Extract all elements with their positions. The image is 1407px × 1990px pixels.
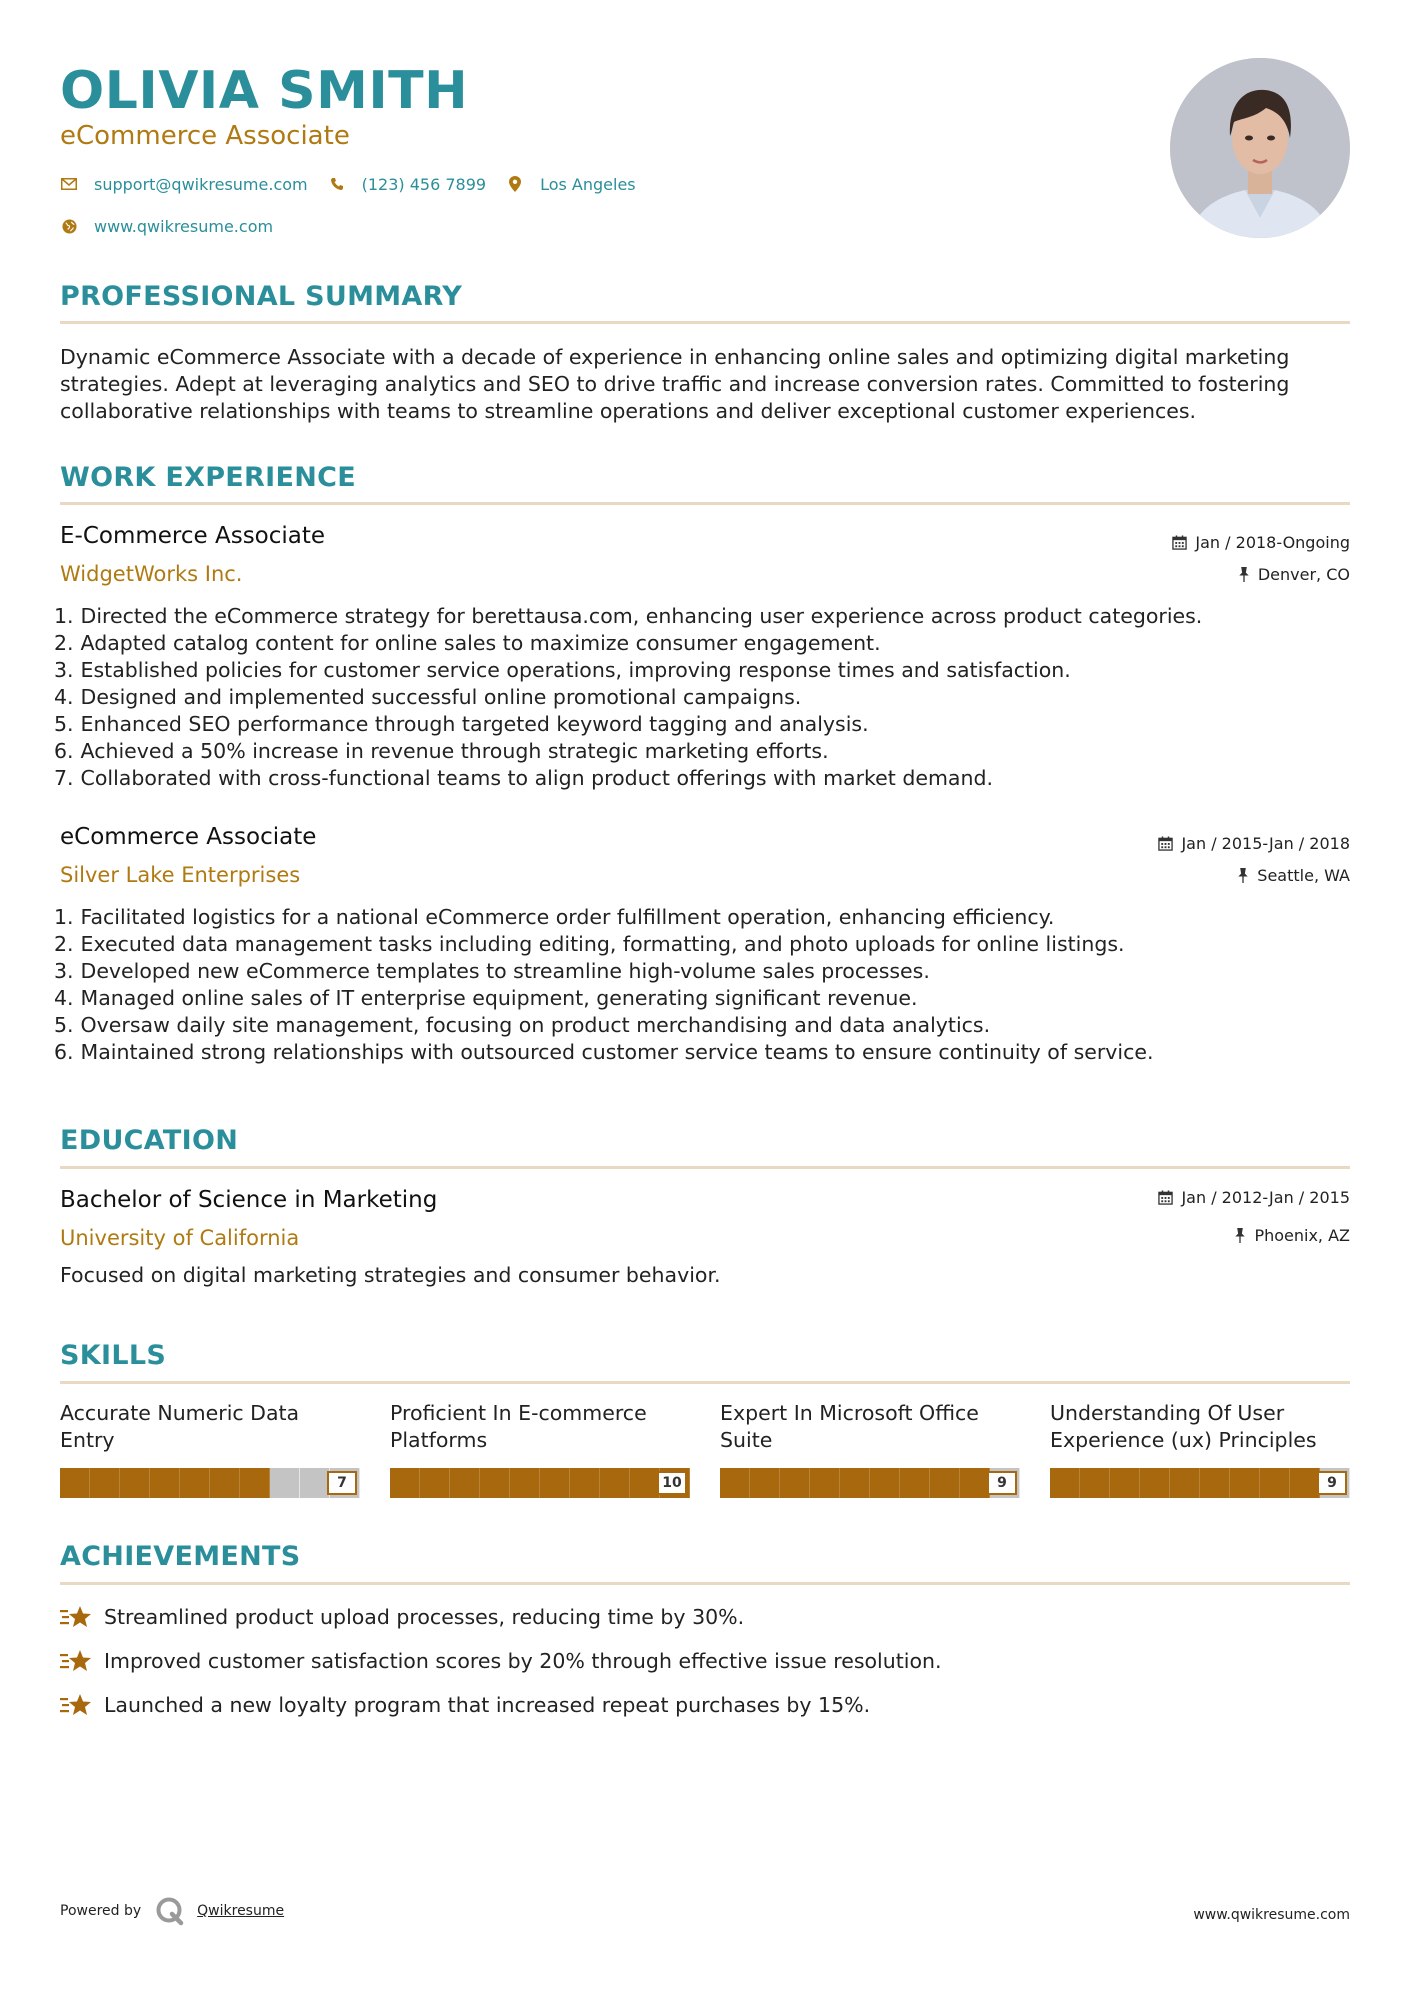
skill-bar-empty-segment (270, 1468, 300, 1498)
skill-bar-filled-segment (1080, 1468, 1110, 1498)
job-dates-text: Jan / 2018-Ongoing (1195, 533, 1350, 552)
summary-heading: PROFESSIONAL SUMMARY (60, 281, 463, 312)
powered-by-label: Powered by (60, 1903, 142, 1919)
skill-bar-filled-segment (480, 1468, 510, 1498)
pushpin-icon (1238, 567, 1250, 582)
skill-bar-filled-segment (960, 1468, 990, 1498)
profile-photo (1170, 58, 1350, 238)
skill-bar (720, 1468, 1020, 1498)
achievement-item (60, 1603, 744, 1631)
candidate-role: eCommerce Associate (60, 121, 350, 151)
job-dates (1172, 533, 1350, 552)
skill-level-badge: 9 (1317, 1471, 1347, 1495)
pushpin-icon (1234, 1228, 1246, 1243)
skill-bar-filled-segment (90, 1468, 120, 1498)
job-location-text: Seattle, WA (1257, 866, 1350, 885)
map-pin-icon (506, 175, 524, 193)
achievement-item (60, 1647, 942, 1675)
skill-name: Accurate Numeric Data Entry (60, 1401, 300, 1452)
skill-bar (390, 1468, 690, 1498)
contact-location (506, 175, 636, 194)
contact-row-web (60, 214, 293, 238)
skill-bar-empty-segment (300, 1468, 330, 1498)
skill-rating (60, 1468, 360, 1498)
skill-bar (1050, 1468, 1350, 1498)
skill-bar-filled-segment (1260, 1468, 1290, 1498)
list-item: 1. Directed the eCommerce strategy for berettausa.com, enhancing user experience across product categories. (54, 604, 1203, 628)
list-item: 3. Developed new eCommerce templates to streamline high-volume sales processes. (54, 959, 930, 983)
skill-item (390, 1400, 690, 1498)
job-dates (1158, 834, 1350, 853)
degree-title: Bachelor of Science in Marketing (60, 1187, 438, 1213)
skill-bar-filled-segment (900, 1468, 930, 1498)
contact-row (60, 172, 656, 196)
qwikresume-logo-icon (155, 1896, 185, 1926)
skill-bar-filled-segment (780, 1468, 810, 1498)
section-divider (60, 1582, 1350, 1585)
website-text: www.qwikresume.com (94, 216, 274, 236)
star-speed-icon (60, 1647, 92, 1675)
skill-bar-filled-segment (60, 1468, 90, 1498)
skill-bar-filled-segment (450, 1468, 480, 1498)
skill-bar-filled-segment (1230, 1468, 1260, 1498)
email-text: support@qwikresume.com (94, 174, 308, 194)
education-description: Focused on digital marketing strategies and consumer behavior. (60, 1263, 721, 1287)
job-bullets (54, 904, 1350, 1066)
achievement-text: Launched a new loyalty program that increased repeat purchases by 15%. (104, 1693, 871, 1717)
footer-website[interactable]: www.qwikresume.com (1193, 1907, 1350, 1923)
list-item: 2. Executed data management tasks including editing, formatting, and photo uploads for online listings. (54, 932, 1125, 956)
list-item: 6. Achieved a 50% increase in revenue through strategic marketing efforts. (54, 739, 829, 763)
job-title: eCommerce Associate (60, 824, 317, 850)
job-location (1238, 565, 1350, 584)
job-bullets (54, 603, 1350, 792)
achievement-item (60, 1691, 870, 1719)
job-title: E-Commerce Associate (60, 523, 326, 549)
skill-bar-filled-segment (540, 1468, 570, 1498)
calendar-icon (1158, 1190, 1173, 1205)
job-dates-text: Jan / 2015-Jan / 2018 (1181, 834, 1350, 853)
skill-bar-filled-segment (630, 1468, 660, 1498)
skill-bar-filled-segment (840, 1468, 870, 1498)
skill-bar-filled-segment (1200, 1468, 1230, 1498)
skill-bar-filled-segment (1110, 1468, 1140, 1498)
skill-bar-filled-segment (930, 1468, 960, 1498)
skill-bar-filled-segment (570, 1468, 600, 1498)
list-item: 2. Adapted catalog content for online sales to maximize consumer engagement. (54, 631, 881, 655)
skill-bar-filled-segment (810, 1468, 840, 1498)
skill-bar-filled-segment (390, 1468, 420, 1498)
contact-website[interactable] (60, 217, 273, 236)
skill-name: Proficient In E-commerce Platforms (390, 1401, 647, 1452)
skill-name: Expert In Microsoft Office Suite (720, 1401, 979, 1452)
skill-item (1050, 1400, 1350, 1498)
skill-level-badge: 7 (327, 1471, 357, 1495)
achievement-text: Streamlined product upload processes, reducing time by 30%. (104, 1605, 745, 1629)
skill-name: Understanding Of User Experience (ux) Principles (1050, 1401, 1317, 1452)
skill-rating (390, 1468, 690, 1498)
list-item: 5. Oversaw daily site management, focusing on product merchandising and data analytics. (54, 1013, 991, 1037)
section-divider (60, 1381, 1350, 1384)
skills-heading: SKILLS (60, 1340, 167, 1371)
contact-phone[interactable] (328, 175, 486, 194)
skill-bar-filled-segment (180, 1468, 210, 1498)
candidate-name: OLIVIA SMITH (60, 61, 469, 121)
star-speed-icon (60, 1603, 92, 1631)
education-heading: EDUCATION (60, 1125, 239, 1156)
skill-bar-filled-segment (210, 1468, 240, 1498)
pushpin-icon (1237, 868, 1249, 883)
section-divider (60, 1166, 1350, 1169)
list-item: 1. Facilitated logistics for a national eCommerce order fulfillment operation, enhancing efficiency. (54, 905, 1055, 929)
section-divider (60, 321, 1350, 324)
list-item: 4. Designed and implemented successful online promotional campaigns. (54, 685, 802, 709)
experience-heading: WORK EXPERIENCE (60, 462, 356, 493)
company-name: WidgetWorks Inc. (60, 562, 243, 586)
skill-bar-filled-segment (1050, 1468, 1080, 1498)
phone-icon (328, 175, 346, 193)
phone-text: (123) 456 7899 (361, 174, 487, 194)
skill-bar-filled-segment (240, 1468, 270, 1498)
job-location (1237, 866, 1350, 885)
globe-icon (60, 217, 78, 235)
school-name: University of California (60, 1226, 300, 1250)
contact-email[interactable] (60, 175, 308, 194)
skill-bar-filled-segment (1170, 1468, 1200, 1498)
education-location (1234, 1226, 1350, 1245)
skill-bar-filled-segment (150, 1468, 180, 1498)
envelope-icon (60, 175, 78, 193)
skill-level-badge: 9 (987, 1471, 1017, 1495)
achievement-text: Improved customer satisfaction scores by 20% through effective issue resolution. (104, 1649, 942, 1673)
list-item: 3. Established policies for customer service operations, improving response times and satisfaction. (54, 658, 1071, 682)
achievements-heading: ACHIEVEMENTS (60, 1541, 301, 1572)
footer-powered-by (60, 1896, 284, 1926)
skill-bar-filled-segment (1290, 1468, 1320, 1498)
calendar-icon (1158, 836, 1173, 851)
qwikresume-link[interactable]: Qwikresume (197, 1903, 285, 1919)
calendar-icon (1172, 535, 1187, 550)
skill-level-badge: 10 (657, 1471, 687, 1495)
resume-page (54, 0, 1350, 1990)
skill-bar-filled-segment (720, 1468, 750, 1498)
education-dates-text: Jan / 2012-Jan / 2015 (1181, 1188, 1350, 1207)
skill-bar-filled-segment (120, 1468, 150, 1498)
education-location-text: Phoenix, AZ (1254, 1226, 1350, 1245)
skill-bar-filled-segment (600, 1468, 630, 1498)
skill-item (720, 1400, 1020, 1498)
skill-rating (1050, 1468, 1350, 1498)
skills-grid (60, 1400, 1350, 1498)
job-location-text: Denver, CO (1257, 565, 1350, 584)
location-text: Los Angeles (540, 174, 636, 194)
skill-item (60, 1400, 360, 1498)
skill-bar (60, 1468, 360, 1498)
skill-bar-filled-segment (750, 1468, 780, 1498)
list-item: 7. Collaborated with cross-functional teams to align product offerings with market demand. (54, 766, 994, 790)
skill-rating (720, 1468, 1020, 1498)
list-item: 6. Maintained strong relationships with outsourced customer service teams to ensure continuity of service. (54, 1040, 1154, 1064)
skill-bar-filled-segment (420, 1468, 450, 1498)
summary-text: Dynamic eCommerce Associate with a decade of experience in enhancing online sales and optimizing digital marketing strategies. Adept at leveraging analytics and SEO to drive traffic and increase conversion rates. Committed to fostering collaborative relationships with teams to streamline operations and deliver exceptional customer experiences. (60, 345, 1290, 423)
education-dates (1158, 1188, 1350, 1207)
section-divider (60, 502, 1350, 505)
list-item: 5. Enhanced SEO performance through targeted keyword tagging and analysis. (54, 712, 869, 736)
skill-bar-filled-segment (510, 1468, 540, 1498)
skill-bar-filled-segment (870, 1468, 900, 1498)
company-name: Silver Lake Enterprises (60, 863, 301, 887)
skill-bar-filled-segment (1140, 1468, 1170, 1498)
star-speed-icon (60, 1691, 92, 1719)
list-item: 4. Managed online sales of IT enterprise equipment, generating significant revenue. (54, 986, 918, 1010)
